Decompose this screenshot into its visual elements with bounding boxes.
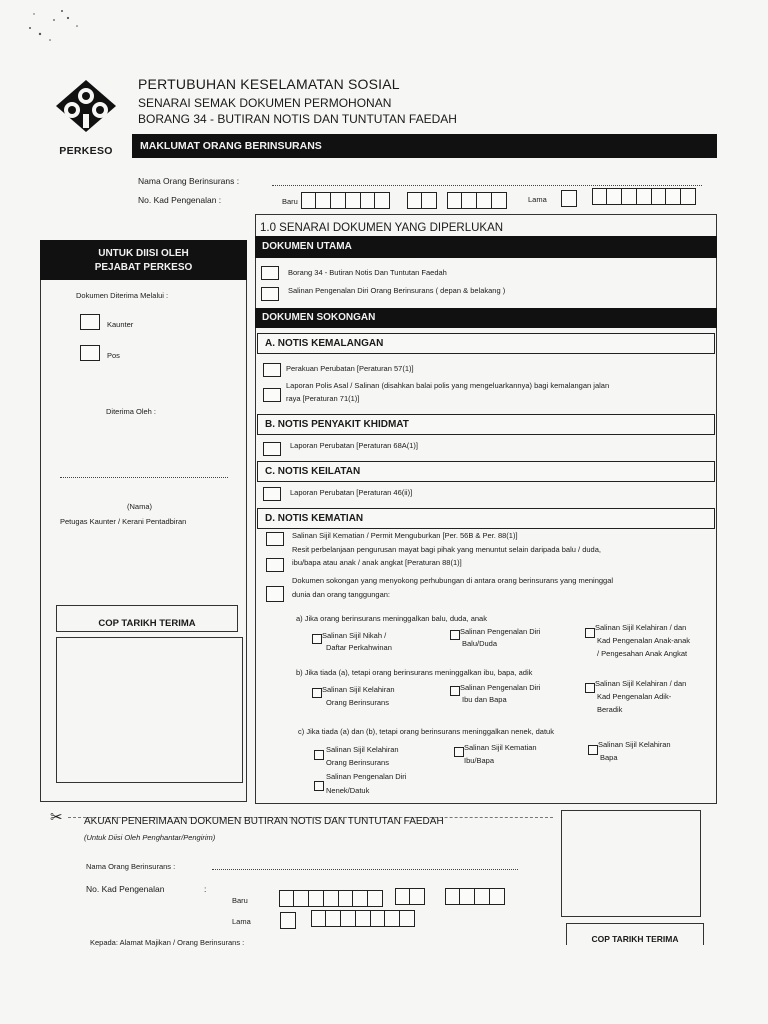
office-stamp-label: COP TARIKH TERIMA <box>98 618 196 629</box>
received-via-label: Dokumen Diterima Melalui : <box>76 291 169 300</box>
insured-ic-new-part2[interactable] <box>408 192 437 209</box>
receipt-ic-label: No. Kad Pengenalan <box>86 884 165 894</box>
db-heading: b) Jika tiada (a), tetapi orang berinsurans meninggalkan ibu, bapa, adik <box>296 668 533 677</box>
main-item-2-label: Salinan Pengenalan Diri Orang Berinsurans ( depan & belakang ) <box>288 286 506 295</box>
receipt-ic-colon: : <box>204 884 207 894</box>
dc2-label-line1: Salinan Sijil Kematian <box>464 743 537 752</box>
dc3-label-line1: Salinan Sijil Kelahiran <box>598 740 671 749</box>
receipt-stamp-area[interactable] <box>561 810 701 917</box>
office-use-bar <box>40 240 247 280</box>
a2-checkbox[interactable] <box>263 388 281 402</box>
insured-ic-new-label: Baru <box>282 197 298 206</box>
da1-checkbox[interactable] <box>312 634 322 644</box>
dc2-checkbox[interactable] <box>454 747 464 757</box>
insured-ic-new-part3[interactable] <box>448 192 507 209</box>
receipt-stamp-label-box <box>566 923 704 945</box>
receipt-ic-new-part1[interactable] <box>280 890 383 907</box>
main-item-2-checkbox[interactable] <box>261 287 279 301</box>
a1-label: Perakuan Perubatan [Peraturan 57(1)] <box>286 364 414 373</box>
da3-label-line3: / Pengesahan Anak Angkat <box>597 649 688 658</box>
da1-label-line1: Salinan Sijil Nikah / <box>322 631 387 640</box>
counter-checkbox[interactable] <box>80 314 100 330</box>
insured-ic-old-label: Lama <box>528 195 547 204</box>
officer-title: Petugas Kaunter / Kerani Pentadbiran <box>60 517 187 526</box>
officer-name-hint: (Nama) <box>127 502 153 511</box>
dc3-label-line2: Bapa <box>600 753 618 762</box>
post-checkbox[interactable] <box>80 345 100 361</box>
d2-label-line1: Resit perbelanjaan pengurusan mayat bagi pihak yang menuntut selain daripada balu / duda, <box>292 545 601 554</box>
insured-ic-new-part1[interactable] <box>302 192 390 209</box>
received-by-label: Diterima Oleh : <box>106 407 157 416</box>
insured-ic-label: No. Kad Pengenalan : <box>138 195 222 205</box>
section-a-header <box>257 333 715 354</box>
insured-name-field[interactable] <box>272 185 702 186</box>
da2-checkbox[interactable] <box>450 630 460 640</box>
db1-checkbox[interactable] <box>312 688 322 698</box>
dc1-label-line1: Salinan Sijil Kelahiran <box>326 745 399 754</box>
main-item-1-label: Borang 34 - Butiran Notis Dan Tuntutan Faedah <box>288 268 447 277</box>
insured-ic-old-number[interactable] <box>593 188 696 205</box>
insured-info-bar-label: MAKLUMAT ORANG BERINSURANS <box>140 140 322 152</box>
d3-checkbox[interactable] <box>266 586 284 602</box>
db2-label-line2: Ibu dan Bapa <box>462 695 507 704</box>
d3-label-line2: dunia dan orang tanggungan: <box>292 590 391 599</box>
dc4-checkbox[interactable] <box>314 781 324 791</box>
insured-ic-old-prefix[interactable] <box>561 190 577 207</box>
main-item-1-checkbox[interactable] <box>261 266 279 280</box>
dc4-label-line2: Nenek/Datuk <box>326 786 370 795</box>
section-b-header <box>257 414 715 435</box>
section-c-title: C. NOTIS KEILATAN <box>265 466 361 477</box>
support-docs-bar-label: DOKUMEN SOKONGAN <box>262 312 376 323</box>
section-c-header <box>257 461 715 482</box>
d2-label-line2: ibu/bapa atau anak / anak angkat [Peraturan 88(1)] <box>292 558 462 567</box>
post-label: Pos <box>107 351 120 360</box>
db2-checkbox[interactable] <box>450 686 460 696</box>
receipt-title: AKUAN PENERIMAAN DOKUMEN BUTIRAN NOTIS DAN TUNTUTAN FAEDAH <box>84 816 444 827</box>
db3-label-line3: Beradik <box>597 705 623 714</box>
db3-label-line1: Salinan Sijil Kelahiran / dan <box>595 679 687 688</box>
receipt-ic-new-part2[interactable] <box>396 888 425 905</box>
receipt-ic-new-label: Baru <box>232 896 248 905</box>
scissors-icon: ✂ <box>50 809 63 826</box>
main-docs-bar-label: DOKUMEN UTAMA <box>262 241 352 252</box>
da1-label-line2: Daftar Perkahwinan <box>326 643 392 652</box>
section-d-title: D. NOTIS KEMATIAN <box>265 513 364 524</box>
da-heading: a) Jika orang berinsurans meninggalkan balu, duda, anak <box>296 614 487 623</box>
b1-label: Laporan Perubatan [Peraturan 68A(1)] <box>290 441 419 450</box>
db2-label-line1: Salinan Pengenalan Diri <box>460 683 541 692</box>
dc-heading: c) Jika tiada (a) dan (b), tetapi orang berinsurans meninggalkan nenek, datuk <box>298 727 554 736</box>
receipt-to-label: Kepada: Alamat Majikan / Orang Berinsurans : <box>90 938 245 947</box>
db3-label-line2: Kad Pengenalan Adik- <box>597 692 672 701</box>
c1-checkbox[interactable] <box>263 487 281 501</box>
dc3-checkbox[interactable] <box>588 745 598 755</box>
receipt-ic-new-part3[interactable] <box>446 888 505 905</box>
da3-label-line1: Salinan Sijil Kelahiran / dan <box>595 623 687 632</box>
receipt-name-label: Nama Orang Berinsurans : <box>86 862 176 871</box>
office-stamp-area[interactable] <box>56 637 243 783</box>
receipt-ic-old-label: Lama <box>232 917 251 926</box>
receipt-stamp-label: COP TARIKH TERIMA <box>591 934 679 944</box>
a2-label-line2: raya [Peraturan 71(1)] <box>286 394 360 403</box>
b1-checkbox[interactable] <box>263 442 281 456</box>
form-subtitle-2: BORANG 34 - BUTIRAN NOTIS DAN TUNTUTAN FAEDAH <box>138 112 457 126</box>
office-stamp-label-box <box>56 605 238 632</box>
section-b-title: B. NOTIS PENYAKIT KHIDMAT <box>265 419 409 430</box>
da2-label-line2: Balu/Duda <box>462 639 498 648</box>
db1-label-line1: Salinan Sijil Kelahiran <box>322 685 395 694</box>
received-by-field[interactable] <box>60 477 228 478</box>
dc4-label-line1: Salinan Pengenalan Diri <box>326 772 407 781</box>
d2-checkbox[interactable] <box>266 558 284 572</box>
d1-checkbox[interactable] <box>266 532 284 546</box>
section-d-header <box>257 508 715 529</box>
receipt-name-field[interactable] <box>212 869 518 870</box>
main-docs-bar <box>255 236 717 258</box>
document-list-title: 1.0 SENARAI DOKUMEN YANG DIPERLUKAN <box>260 222 504 234</box>
db3-checkbox[interactable] <box>585 683 595 693</box>
da3-checkbox[interactable] <box>585 628 595 638</box>
c1-label: Laporan Perubatan [Peraturan 46(ii)] <box>290 488 413 497</box>
db1-label-line2: Orang Berinsurans <box>326 698 389 707</box>
counter-label: Kaunter <box>107 320 134 329</box>
a1-checkbox[interactable] <box>263 363 281 377</box>
dc1-checkbox[interactable] <box>314 750 324 760</box>
d3-label-line1: Dokumen sokongan yang menyokong perhubungan di antara orang berinsurans yang meninggal <box>292 576 614 585</box>
da2-label-line1: Salinan Pengenalan Diri <box>460 627 541 636</box>
logo-text: PERKESO <box>59 145 113 157</box>
section-a-title: A. NOTIS KEMALANGAN <box>265 338 384 349</box>
insured-name-label: Nama Orang Berinsurans : <box>138 176 240 186</box>
office-use-line1: UNTUK DIISI OLEH <box>98 248 189 259</box>
org-name: PERTUBUHAN KESELAMATAN SOSIAL <box>138 76 400 92</box>
receipt-ic-old-number[interactable] <box>312 910 415 927</box>
insured-info-bar <box>132 134 717 158</box>
d1-label: Salinan Sijil Kematian / Permit Menguburkan [Per. 56B & Per. 88(1)] <box>292 531 518 540</box>
scan-speckles <box>22 6 92 46</box>
receipt-ic-old-prefix[interactable] <box>280 912 296 929</box>
dc1-label-line2: Orang Berinsurans <box>326 758 389 767</box>
dc2-label-line2: Ibu/Bapa <box>464 756 495 765</box>
support-docs-bar <box>255 308 717 328</box>
receipt-subtitle: (Untuk Diisi Oleh Penghantar/Pengirim) <box>84 833 216 842</box>
form-subtitle-1: SENARAI SEMAK DOKUMEN PERMOHONAN <box>138 96 392 110</box>
a2-label-line1: Laporan Polis Asal / Salinan (disahkan balai polis yang mengeluarkannya) bagi kemalangan jalan <box>286 381 610 390</box>
office-use-line2: PEJABAT PERKESO <box>94 262 193 273</box>
da3-label-line2: Kad Pengenalan Anak-anak <box>597 636 690 645</box>
